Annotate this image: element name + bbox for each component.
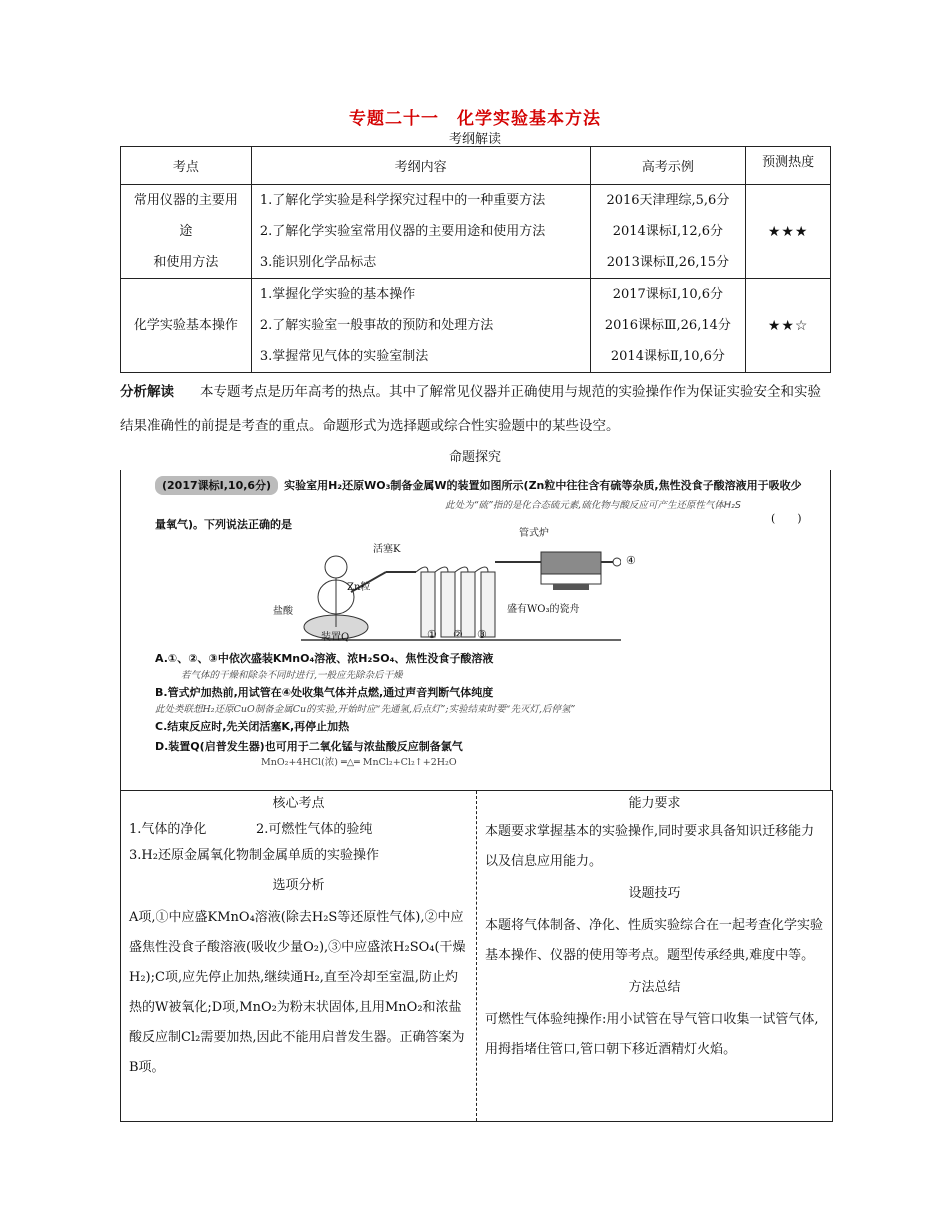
explore-label: 命题探究 (448, 450, 501, 465)
left-column (121, 791, 477, 1121)
example-line: 2016课标Ⅲ,26,14分 (604, 318, 731, 333)
analysis-text: 本专题考点是历年高考的热点。其中了解常见仪器并正确使用与规范的实验操作作为保证实验安全和实验结果准确性的前提是考查的重点。命题形式为选择题或综合性实验题中的某些设空。 (120, 384, 821, 434)
table-row (121, 185, 831, 279)
label-furnace: 管式炉 (519, 528, 549, 539)
label-bottle-3: ③ (477, 628, 487, 641)
label-valve: 活塞K (373, 544, 401, 555)
content-line: 3.能识别化学品标志 (259, 255, 377, 270)
analysis-label: 分析解读 (120, 384, 174, 400)
ability-text: 本题要求掌握基本的实验操作,同时要求具备知识迁移能力以及信息应用能力。 (485, 824, 815, 869)
point-line: 和使用方法 (153, 255, 219, 270)
table-row (121, 279, 831, 373)
example-line: 2014课标Ⅱ,10,6分 (610, 349, 725, 364)
question-box (120, 470, 831, 790)
point-line: 途 (179, 224, 193, 239)
heat-rating: ★★★ (746, 185, 831, 279)
option-analysis-text: A项,①中应盛KMnO₄溶液(除去H₂S等还原性气体),②中应盛焦性没食子酸溶液(吸收少量O₂),③中应盛浓H₂SO₄(干燥H₂);C项,应先停止加热,继续通H₂,直至冷却至室温,防止灼热的W被氧化;D项,MnO₂为粉末状固体,且用MnO₂和浓盐酸反应制Cl₂需要加热,因此不能用启普发生器。正确答案为B项。 (129, 910, 466, 1075)
core-heading: 核心考点 (272, 796, 325, 811)
header-heat: 预测热度 (746, 147, 831, 185)
question-stem-2: 量氧气)。下列说法正确的是 (155, 518, 293, 531)
core-line-1: 1.气体的净化 2.可燃性气体的验纯 (129, 822, 373, 837)
analysis-table (120, 790, 833, 1122)
outline-title: 考纲解读 (448, 132, 501, 147)
header-content: 考纲内容 (251, 147, 590, 185)
label-bottle-2: ② (453, 628, 463, 641)
example-line: 2013课标Ⅱ,26,15分 (606, 255, 730, 270)
option-b: B.管式炉加热前,用试管在④处收集气体并点燃,通过声音判断气体纯度 (155, 686, 494, 699)
option-c: C.结束反应时,先关闭活塞K,再停止加热 (155, 720, 350, 733)
right-column (477, 791, 832, 1121)
content-line: 1.掌握化学实验的基本操作 (259, 287, 416, 302)
heat-rating: ★★☆ (746, 279, 831, 373)
point-line: 化学实验基本操作 (133, 318, 238, 333)
answer-bracket: ( ) (771, 512, 802, 525)
analysis-paragraph (120, 375, 832, 443)
label-zn: Zn粒 (347, 582, 371, 593)
content-line: 2.了解实验室一般事故的预防和处理方法 (259, 318, 494, 333)
option-d-note: MnO₂+4HCl(浓) ═△═ MnCl₂+Cl₂↑+2H₂O (261, 757, 457, 768)
option-a-note: 若气体的干燥和除杂不同时进行,一般应先除杂后干燥 (181, 670, 403, 681)
skill-text: 本题将气体制备、净化、性质实验综合在一起考查化学实验基本操作、仪器的使用等考点。题型传承经典,难度中等。 (485, 918, 824, 963)
question-note: 此处为“硫”指的是化合态硫元素,硫化物与酸反应可产生还原性气体H₂S (445, 500, 741, 511)
header-examples: 高考示例 (590, 147, 746, 185)
label-device-q: 装置Q (321, 632, 350, 643)
label-acid: 盐酸 (273, 606, 293, 617)
ability-heading: 能力要求 (628, 796, 681, 811)
example-line: 2014课标Ⅰ,12,6分 (612, 224, 724, 239)
page-title: 专题二十一 化学实验基本方法 (349, 109, 601, 129)
question-tag: (2017课标Ⅰ,10,6分) (155, 476, 278, 495)
option-b-note: 此处类联想H₂还原CuO制备金属Cu的实验,开始时应“先通氢,后点灯”;实验结束时要“先灭灯,后停氢” (155, 704, 576, 715)
skill-heading: 设题技巧 (628, 886, 681, 901)
content-line: 3.掌握常见气体的实验室制法 (259, 349, 429, 364)
option-d: D.装置Q(启普发生器)也可用于二氧化锰与浓盐酸反应制备氯气 (155, 740, 463, 753)
question-stem-1: 实验室用H₂还原WO₃制备金属W的装置如图所示(Zn粒中往往含有硫等杂质,焦性没食子酸溶液用于吸收少 (284, 479, 802, 492)
option-analysis-heading: 选项分析 (272, 878, 325, 893)
example-line: 2017课标Ⅰ,10,6分 (612, 287, 724, 302)
core-line-2: 3.H₂还原金属氧化物制金属单质的实验操作 (129, 848, 379, 863)
content-line: 2.了解化学实验室常用仪器的主要用途和使用方法 (259, 224, 546, 239)
label-bottle-1: ① (427, 628, 437, 641)
content-line: 1.了解化学实验是科学探究过程中的一种重要方法 (259, 193, 546, 208)
option-a: A.①、②、③中依次盛装KMnO₄溶液、浓H₂SO₄、焦性没食子酸溶液 (155, 652, 494, 665)
label-outlet-4: ④ (626, 554, 636, 567)
method-text: 可燃性气体验纯操作:用小试管在导气管口收集一试管气体,用拇指堵住管口,管口朝下移近酒精灯火焰。 (485, 1012, 819, 1057)
label-boat: 盛有WO₃的瓷舟 (507, 604, 580, 615)
outline-table (120, 146, 831, 373)
point-line: 常用仪器的主要用 (133, 193, 238, 208)
example-line: 2016天津理综,5,6分 (606, 193, 730, 208)
header-point: 考点 (121, 147, 252, 185)
question-stem (155, 476, 805, 534)
method-heading: 方法总结 (628, 980, 681, 995)
